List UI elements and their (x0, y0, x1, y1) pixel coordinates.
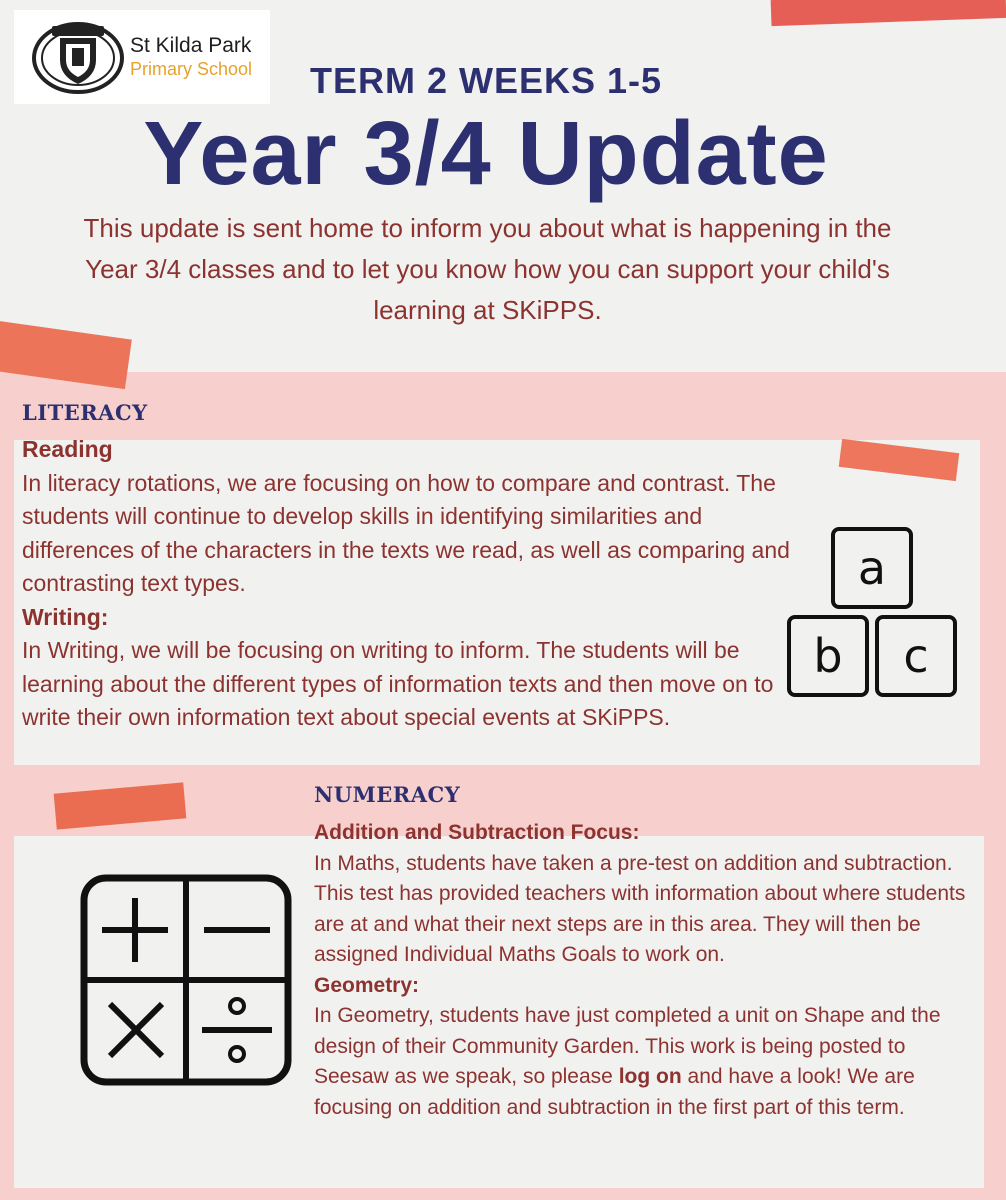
reading-heading: Reading (22, 436, 113, 462)
school-type: Primary School (130, 58, 253, 79)
alphabet-blocks-icon (786, 526, 958, 698)
geometry-heading: Geometry: (314, 973, 420, 997)
geometry-text (314, 1001, 974, 1123)
math-operations-icon (80, 874, 292, 1086)
numeracy-title: NUMERACY (314, 782, 461, 807)
geometry-text-2: and have a look! We are focusing on addition and subtraction in the first part of this term. (314, 1065, 915, 1119)
writing-heading: Writing: (22, 603, 109, 630)
reading-text: In literacy rotations, we are focusing on how to compare and contrast. The students will continue to develop skills in identifying similarities and differences of the characters in the texts we read, as well as comparing and contrasting text types. (22, 469, 790, 596)
numeracy-content (314, 818, 974, 1123)
page-title: Year 3/4 Update (143, 104, 829, 204)
block-letter-c: c (903, 629, 929, 683)
block-letter-a: a (857, 541, 887, 595)
literacy-title: LITERACY (22, 400, 148, 425)
log-on-text: log on (618, 1065, 682, 1088)
school-name: St Kilda Park (130, 34, 252, 58)
decorative-brush-stroke (771, 0, 1006, 26)
block-letter-b: b (813, 629, 843, 683)
literacy-content (22, 433, 797, 735)
addition-text: In Maths, students have taken a pre-test on addition and subtraction. This test has provided teachers with information about where students are at and what their next steps are in this area. They will then be assigned Individual Maths Goals to work on. (314, 851, 966, 966)
term-heading: TERM 2 WEEKS 1-5 (309, 60, 663, 101)
intro-paragraph: This update is sent home to inform you about what is happening in the Year 3/4 classes and to let you know how you can support your child's learning at SKiPPS. (83, 213, 892, 325)
writing-text: In Writing, we will be focusing on writing to inform. The students will be learning about the different types of information texts and then move on to write their own information text about special events at SKiPPS. (22, 637, 774, 730)
geometry-text-1: In Geometry, students have just completed a unit on Shape and the design of their Community Garden. This work is being posted to Seesaw as we speak, so please (314, 1004, 941, 1088)
addition-heading: Addition and Subtraction Focus: (314, 821, 640, 844)
